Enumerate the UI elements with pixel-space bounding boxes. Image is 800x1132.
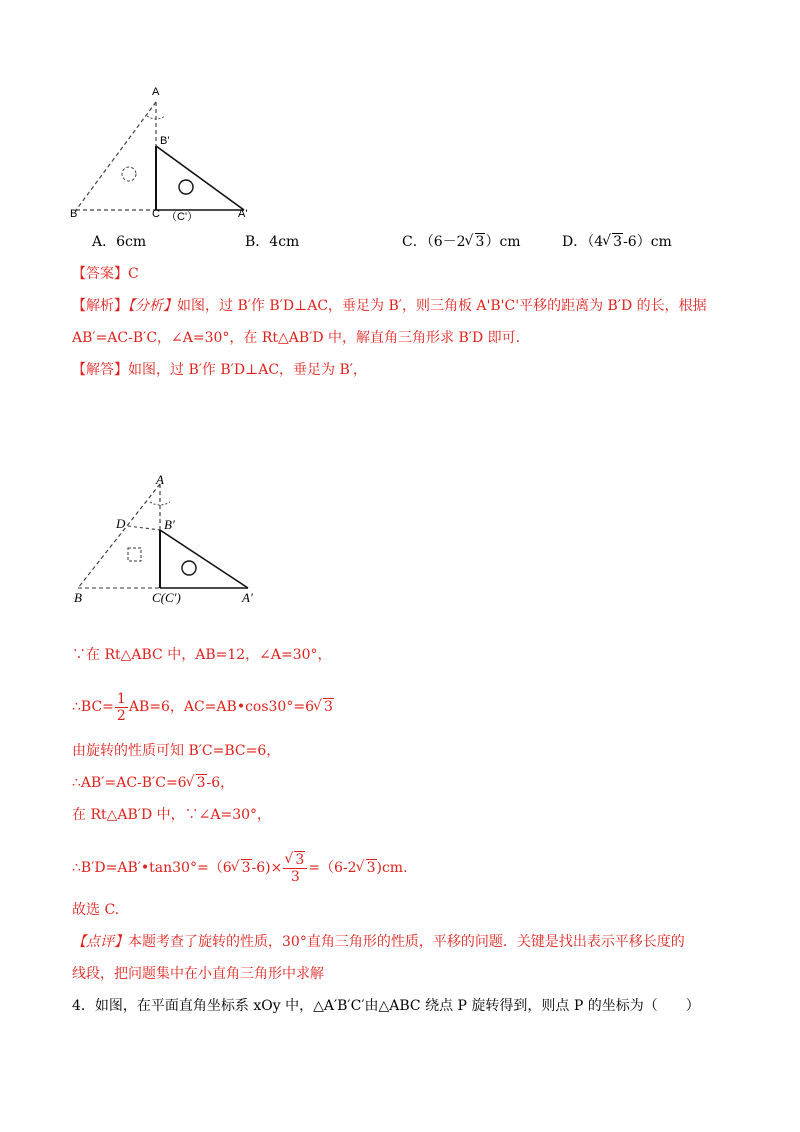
option-d-suffix: -6）cm — [623, 234, 672, 250]
step-1: ∵在 Rt△ABC 中，AB=12，∠A=30°， — [72, 647, 332, 663]
fig2-label-b: B — [74, 590, 82, 605]
figure-2 — [70, 470, 270, 610]
comment-line-2: 线段，把问题集中在小直角三角形中求解 — [72, 966, 324, 982]
fig2-label-b-prime: B′ — [164, 517, 175, 532]
comment-label: 【点评】 — [72, 934, 128, 950]
answer-label: 【答案】 — [72, 266, 128, 282]
step-4-radical: √ 3 — [187, 773, 207, 793]
solution-line-1 — [72, 360, 367, 380]
analysis-line-2: AB′=AC-B′C，∠A=30°，在 Rt△AB′D 中，解直角三角形求 B′D 即可. — [72, 330, 521, 346]
fig2-label-a-prime: A′ — [242, 590, 253, 605]
comment-line-1 — [72, 932, 685, 952]
fig2-label-a: A — [156, 472, 164, 487]
step-2 — [72, 690, 334, 724]
option-d — [562, 232, 672, 252]
step-3: 由旋转的性质可知 B′C=BC=6， — [72, 743, 281, 759]
step-6-prefix: ∴B′D=AB′•tan30°=（6 — [72, 860, 232, 876]
fig2-label-d: D — [116, 516, 126, 531]
step-6-radical-2: √ 3 — [357, 850, 377, 886]
step-6-middle: -6)× — [251, 860, 283, 876]
question-4: 4．如图，在平面直角坐标系 xOy 中，△A′B′C′由△ABC 绕点 P 旋转得到，则点 P 的坐标为（ ） — [72, 998, 700, 1014]
option-d-prefix: D．（4 — [562, 234, 604, 250]
figure-1-diagram — [70, 90, 270, 220]
analysis-text-1: 如图，过 B′作 B′D⊥AC，垂足为 B′，则三角板 A'B'C'平移的距离为 B′D 的长，根据 — [177, 298, 707, 314]
solution-text-1: 如图，过 B′作 B′D⊥AC，垂足为 B′， — [128, 362, 367, 378]
analysis-line-1 — [72, 296, 707, 316]
step-6-radical-1: √ 3 — [232, 850, 252, 886]
step-4-prefix: ∴AB′=AC-B′C=6 — [72, 775, 187, 791]
step-4 — [72, 773, 234, 793]
figure-2-diagram — [70, 470, 270, 610]
option-c — [402, 232, 521, 252]
fig2-label-c: C(C′) — [152, 590, 181, 605]
option-a: A．6cm — [92, 234, 147, 250]
step-6-equals: =（6-2 — [308, 860, 357, 876]
step-5: 在 Rt△AB′D 中，∵∠A=30°， — [72, 807, 272, 823]
analysis-sub-label: 【分析】 — [128, 298, 177, 314]
step-2-radical: √ 3 — [314, 690, 334, 724]
option-b: B．4cm — [245, 234, 300, 250]
option-d-radical: √ 3 — [603, 232, 623, 252]
step-4-suffix: -6， — [206, 775, 235, 791]
solution-label: 【解答】 — [72, 362, 128, 378]
step-6-fraction: √ $\frac{3}{3}$ — [283, 852, 307, 885]
option-c-radical: √ 3 — [466, 232, 486, 252]
comment-text-1: 本题考查了旋转的性质，30°直角三角形的性质，平移的问题．关键是找出表示平移长度的 — [128, 934, 685, 950]
answer-value: C — [128, 266, 139, 282]
step-2-middle: AB=6，AC=AB•cos30°=6 — [128, 699, 314, 715]
step-6-suffix: )cm. — [376, 860, 408, 876]
step-6 — [72, 850, 408, 886]
option-c-prefix: C．（6－2 — [402, 234, 466, 250]
fig1-label-b: B — [70, 208, 78, 220]
fig1-label-b-prime: B' — [160, 135, 170, 147]
fig1-label-c-prime: （C'） — [166, 211, 199, 223]
fig1-label-c: C — [152, 208, 160, 220]
figure-1 — [70, 86, 270, 223]
step-7: 故选 C. — [72, 902, 120, 918]
fig1-label-a: A — [152, 86, 160, 98]
step-2-prefix: ∴BC= — [72, 699, 114, 715]
answer-line — [72, 264, 139, 284]
option-c-suffix: ）cm — [485, 234, 521, 250]
analysis-label: 【解析】 — [72, 298, 128, 314]
fig1-label-a-prime: A' — [238, 208, 248, 220]
step-2-fraction: $\frac{1}{2}$ — [116, 690, 126, 724]
